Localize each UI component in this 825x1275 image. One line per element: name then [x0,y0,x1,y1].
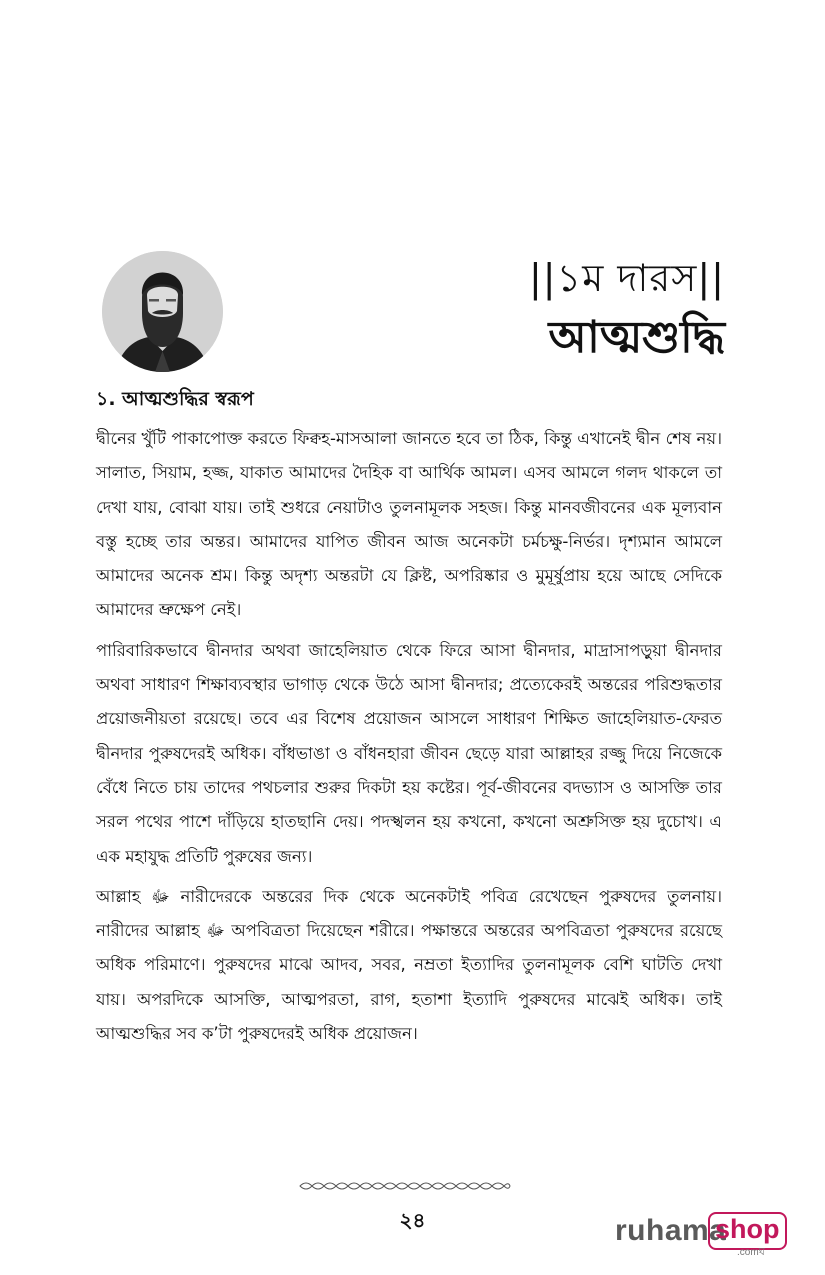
chapter-label: ||১ম দারস|| [528,256,725,300]
section-heading: ১. আত্মশুদ্ধির স্বরূপ [96,388,254,410]
logo-word: ruhama [615,1214,727,1247]
man-with-beard-icon [102,251,223,372]
decorative-divider-icon [298,1179,512,1193]
logo-sub: .comঘ [737,1247,765,1258]
logo-box: shop [708,1212,787,1250]
chapter-title: আত্মশুদ্ধি [548,312,725,363]
page-number: ২৪ [399,1208,426,1232]
paragraph: পারিবারিকভাবে দ্বীনদার অথবা জাহেলিয়াত থেকে ফিরে আসা দ্বীনদার, মাদ্রাসাপড়ুয়া দ্বীনদার অথবা সাধারণ শিক্ষাব্যবস্থার ভাগাড় থেকে উঠে আসা দ্বীনদার; প্রত্যেকেরই অন্তরের পরিশুদ্ধতার প্রয়োজনীয়তা রয়েছে। তবে এর বিশেষ প্রয়োজন আসলে সাধারণ শিক্ষিত জাহেলিয়াত-ফেরত দ্বীনদার পুরুষদেরই অধিক। বাঁধভাঙা ও বাঁধনহারা জীবন ছেড়ে যারা আল্লাহর রজ্জু দিয়ে নিজেকে বেঁধে নিতে চায় তাদের পথচলার শুরুর দিকটা হয় কষ্টের। পূর্ব-জীবনের বদভ্যাস ও আসক্তি তার সরল পথের পাশে দাঁড়িয়ে হাতছানি দেয়। পদস্খলন হয় কখনো, কখনো অশ্রুসিক্ত হয় দুচোখ। এ এক মহাযুদ্ধ প্রতিটি পুরুষের জন্য। [96,640,722,866]
paragraph: আল্লাহ ﷻ নারীদেরকে অন্তরের দিক থেকে অনেকটাই পবিত্র রেখেছেন পুরুষদের তুলনায়। নারীদের আল্লাহ ﷻ অপবিত্রতা দিয়েছেন শরীরে। পক্ষান্তরে অন্তরের অপবিত্রতা পুরুষদের রয়েছে অধিক পরিমাণে। পুরুষদের মাঝে আদব, সবর, নম্রতা ইত্যাদির তুলনামূলক বেশি ঘাটতি দেখা যায়। অপরদিকে আসক্তি, আত্মপরতা, রাগ, হতাশা ইত্যাদি পুরুষদের মাঝেই অধিক। তাই আত্মশুদ্ধির সব ক’টা পুরুষদেরই অধিক প্রয়োজন। [96,886,722,1044]
ruhamashop-logo [615,1208,780,1258]
avatar [102,251,223,372]
body-text [96,422,722,1057]
paragraph: দ্বীনের খুঁটি পাকাপোক্ত করতে ফিক্বহ-মাসআলা জানতে হবে তা ঠিক, কিন্তু এখানেই দ্বীন শেষ নয়। সালাত, সিয়াম, হজ্জ, যাকাত আমাদের দৈহিক বা আর্থিক আমল। এসব আমলে গলদ থাকলে তা দেখা যায়, বোঝা যায়। তাই শুধরে নেয়াটাও তুলনামূলক সহজ। কিন্তু মানবজীবনের এক মূল্যবান বস্তু হচ্ছে তার অন্তর। আমাদের যাপিত জীবন আজ অনেকটা চর্মচক্ষু-নির্ভর। দৃশ্যমান আমলে আমাদের অনেক শ্রম। কিন্তু অদৃশ্য অন্তরটা যে ক্লিষ্ট, অপরিষ্কার ও মুমূর্ষুপ্রায় হয়ে আছে সেদিকে আমাদের ভ্রুক্ষেপ নেই। [96,429,722,620]
